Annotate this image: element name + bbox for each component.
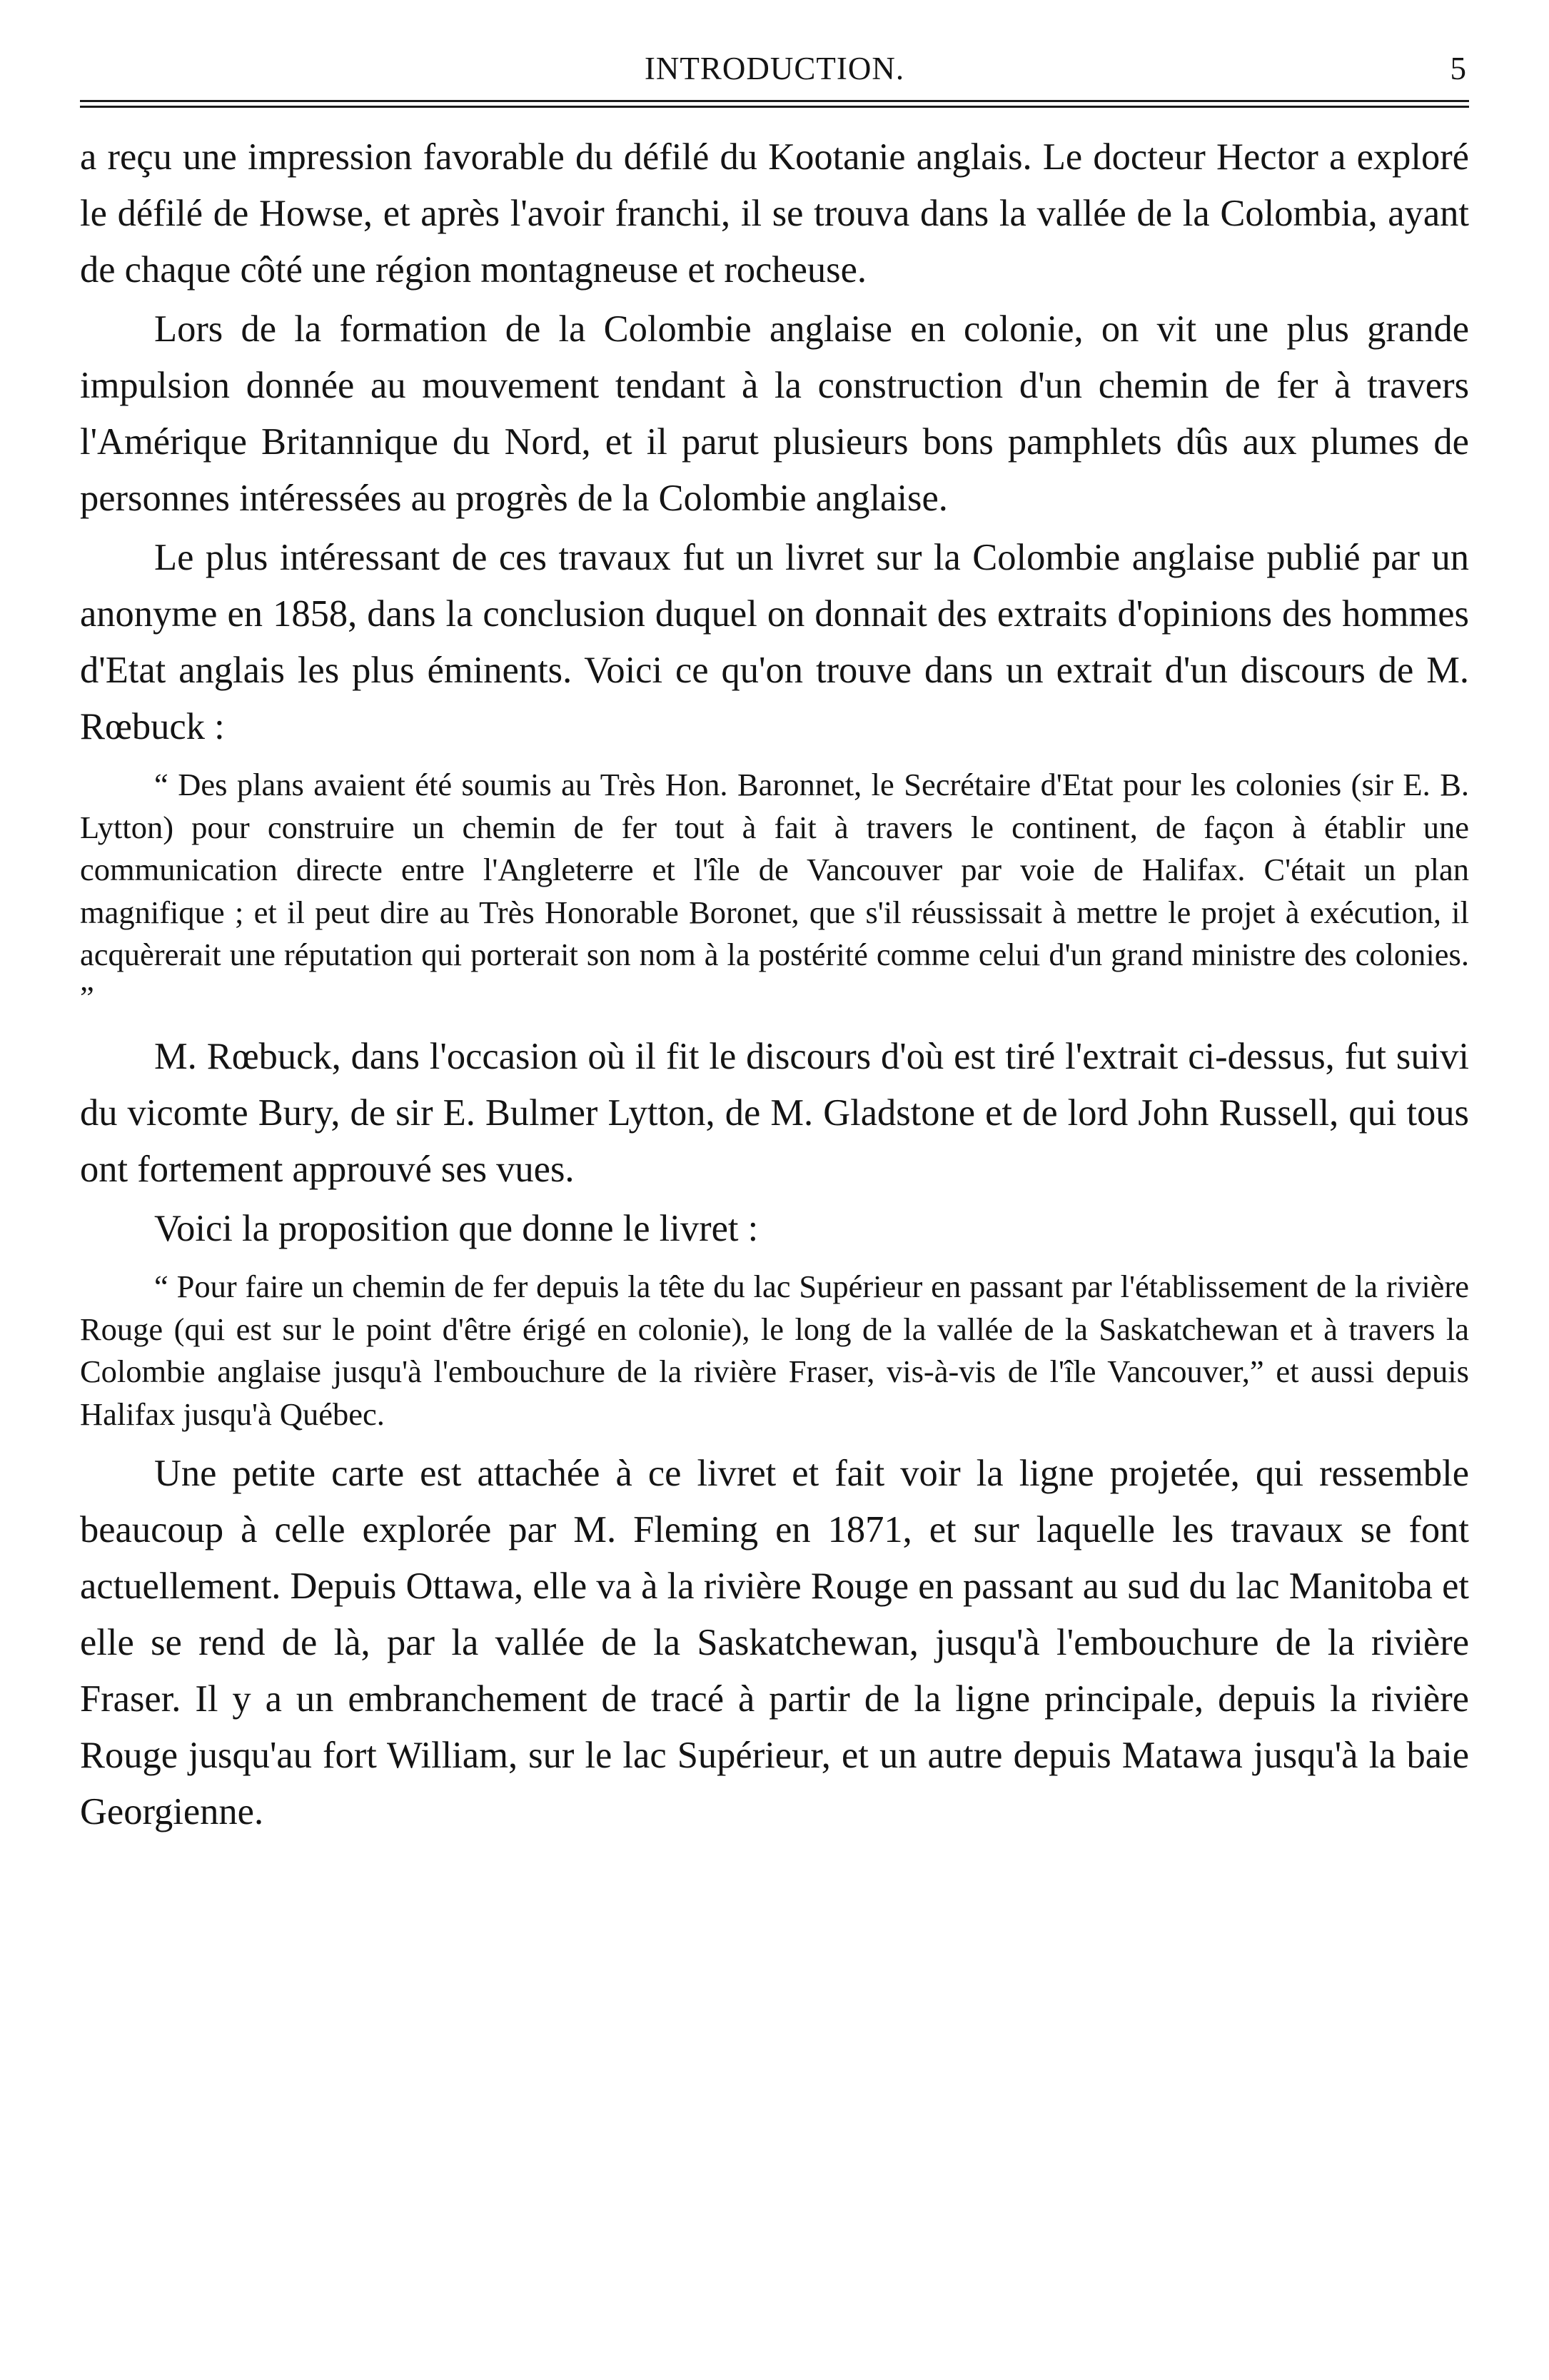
page-header <box>80 50 1469 100</box>
page-body <box>80 129 1469 1840</box>
paragraph-5: Voici la proposition que donne le livret : <box>154 1208 759 1249</box>
paragraph-2: Lors de la formation de la Colombie anglaise en colonie, on vit une plus grande impulsion donnée au mouvement tendant à la construction d'un chemin de fer à travers l'Amérique Britannique du Nord, et il parut plusieurs bons pamphlets dûs aux plumes de personnes intéressées au progrès de la Colombie anglaise. <box>80 308 1469 519</box>
book-page <box>80 50 1469 1843</box>
quotation-roebuck: “ Des plans avaient été soumis au Très Hon. Baronnet, le Secrétaire d'Etat pour les colonies (sir E. B. Lytton) pour construire un chemin de fer tout à fait à travers le continent, de façon à établir une communication directe entre l'Angleterre et l'île de Vancouver par voie de Halifax. C'était un plan magnifique ; et il peut dire au Très Honorable Boronet, que s'il réussissait à mettre le projet à exécution, il acquèrerait une réputation qui porterait son nom à la postérité comme celui d'un grand ministre des colonies. ” <box>80 767 1469 1015</box>
header-rule-bottom <box>80 106 1469 108</box>
paragraph-6: Une petite carte est attachée à ce livret et fait voir la ligne projetée, qui ressemble beaucoup à celle explorée par M. Fleming en 1871, et sur laquelle les travaux se font actuellement. Depuis Ottawa, elle va à la rivière Rouge en passant au sud du lac Manitoba et elle se rend de là, par la vallée de la Saskatchewan, jusqu'à l'embouchure de la rivière Fraser. Il y a un embranchement de tracé à partir de la ligne principale, depuis la rivière Rouge jusqu'au fort William, sur le lac Supérieur, et un autre depuis Matawa jusqu'à la baie Georgienne. <box>80 1453 1469 1832</box>
paragraph-4: M. Rœbuck, dans l'occasion où il fit le discours d'où est tiré l'extrait ci-dessus, fut suivi du vicomte Bury, de sir E. Bulmer Lytton, de M. Gladstone et de lord John Russell, qui tous ont fortement approuvé ses vues. <box>80 1036 1469 1190</box>
paragraph-3: Le plus intéressant de ces travaux fut un livret sur la Colombie anglaise publié par un anonyme en 1858, dans la conclusion duquel on donnait des extraits d'opinions des hommes d'Etat anglais les plus éminents. Voici ce qu'on trouve dans un extrait d'un discours de M. Rœbuck : <box>80 537 1469 747</box>
page-number: 5 <box>1450 51 1466 86</box>
running-title: INTRODUCTION. <box>644 51 905 86</box>
quotation-proposal: “ Pour faire un chemin de fer depuis la tête du lac Supérieur en passant par l'établissement de la rivière Rouge (qui est sur le point d'être érigé en colonie), le long de la vallée de la Saskatchewan et à travers la Colombie anglaise jusqu'à l'embouchure de la rivière Fraser, vis-à-vis de l'île Vancouver,” et aussi depuis Halifax jusqu'à Québec. <box>80 1269 1469 1432</box>
paragraph-1: a reçu une impression favorable du défilé du Kootanie anglais. Le docteur Hector a exploré le défilé de Howse, et après l'avoir franchi, il se trouva dans la vallée de la Colombia, ayant de chaque côté une région montagneuse et rocheuse. <box>80 136 1469 291</box>
header-rule-top <box>80 100 1469 102</box>
